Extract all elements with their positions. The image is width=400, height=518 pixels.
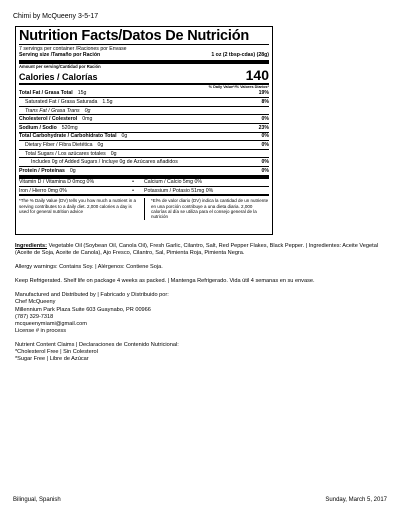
nutrient-row-protein: [19, 166, 269, 179]
nutrient-dv: 8%: [261, 98, 269, 105]
nutrient-row-cholesterol: [19, 114, 269, 123]
nutrient-name: Trans Fat / Grasa Trans: [25, 107, 80, 114]
nutrient-row-dietary-fiber: [19, 140, 269, 149]
claims-line: *Cholesterol Free | Sin Colesterol: [15, 349, 98, 356]
footnote: [19, 194, 269, 219]
nutrient-amount: 0g: [97, 141, 104, 148]
iron: Iron / Hierro 0mg 0%: [19, 187, 67, 194]
potassium: Potassium / Potasio 51mg 0%: [144, 187, 214, 194]
nutrient-row-total-fat: [19, 90, 269, 98]
nutrient-row-trans-fat: [19, 106, 269, 115]
calories-value: 140: [245, 66, 269, 83]
footnote-spanish: *El% de valor diario (DV) indica la cantidad de un nutriente en una porción contribuye a una dieta diaria. 2,000 calorías al día se utiliza para el consejo general de la nutrición: [144, 198, 269, 219]
manufacturer-line: (787) 329-7318: [15, 313, 54, 320]
nutrition-facts-label: [15, 26, 273, 235]
manufacturer-line: Millennium Park Plaza Suite 603 Guaynabo, PR 00966: [15, 306, 151, 313]
nutrient-name: Total Sugars / Los azúcares totales: [25, 150, 106, 157]
nutrient-amount: 15g: [77, 90, 87, 97]
nutrient-amount: 0g: [121, 133, 128, 140]
nutrient-row-total-carbohydrate: [19, 132, 269, 141]
ingredients-text: Vegetable Oil (Soybean Oil, Canola Oil), Fresh Garlic, Cilantro, Salt, Red Pepper Flakes, Black Pepper. | Ingredientes: Aceite Vegetal (Aceite de Soja, Aceite de Canola), Ajo Fresco, Cilantro, Sal, Pimienta Roja, Pimienta Negra.: [15, 243, 379, 257]
ingredients-label: Ingredients:: [15, 243, 48, 249]
allergy-warning: Allergy warnings: Contains Soy. | Alérgenos: Contiene Soja.: [15, 264, 163, 271]
manufacturer-line: License # in process: [15, 327, 66, 334]
bullet: •: [132, 179, 134, 186]
ingredients: [15, 243, 385, 257]
nutrient-name: Dietary Fiber / Fibra Dietética: [25, 141, 93, 148]
footnote-english: *The % Daily Value (DV) tells you how much a nutrient in a serving contributes to a daily diet. 2,000 calories a day is used for general nutrition advice: [19, 198, 136, 214]
nutrient-row-sodium: [19, 123, 269, 132]
footer-language: Bilingual, Spanish: [13, 497, 61, 503]
bullet: •: [132, 187, 134, 194]
nutrient-dv: 0%: [261, 167, 269, 174]
manufacturer-line: Chef McQueeny: [15, 299, 56, 306]
nutrient-dv: 0%: [261, 133, 269, 140]
serving-size-row: [19, 52, 269, 59]
serving-size-value: 1 oz (2 tbsp-cdas) (28g): [211, 52, 269, 58]
nutrient-row-added-sugars: [19, 157, 269, 166]
nutrient-row-saturated-fat: [19, 97, 269, 106]
nutrient-amount: 0g: [69, 167, 76, 174]
nutrient-dv: 19%: [258, 90, 269, 97]
calcium: Calcium / Calcio 5mg 0%: [144, 179, 202, 186]
vitamin-row: [19, 179, 269, 186]
nutrition-facts-title: Nutrition Facts/Datos De Nutrición: [19, 28, 250, 44]
calories-label: Calories / Calorías: [19, 71, 98, 82]
claims-line: *Sugar Free | Libre de Azúcar: [15, 356, 89, 363]
calories-row: [19, 68, 269, 82]
nutrient-claims: [15, 342, 385, 363]
amount-per-serving: Amount per serving/Cantidad por Ración: [19, 64, 101, 69]
nutrient-name: Protein / Proteínas: [19, 167, 65, 174]
vitamin-d: Vitamin D / Vitamina D 0mcg 0%: [19, 179, 95, 186]
product-info: [15, 243, 385, 363]
nutrient-name: Cholesterol / Colesterol: [19, 116, 78, 123]
nutrient-name: Total Carbohydrate / Carbohidrato Total: [19, 133, 117, 140]
manufacturer-block: [15, 292, 385, 335]
nutrient-name: Sodium / Sodio: [19, 124, 57, 131]
nutrient-dv: 0%: [261, 159, 269, 166]
nutrient-name: Saturated Fat / Grasa Saturada: [25, 98, 98, 105]
serving-size-label: Serving size /Tamaño por Ración: [19, 52, 101, 58]
nutrient-amount: 1.5g: [102, 98, 113, 105]
manufacturer-line: mcqueenymiami@gmail.com: [15, 320, 87, 327]
daily-value-header: % Daily Value*/% Valores Diarios*: [208, 84, 269, 89]
servings-text: 7 servings per container /Raciones por Envase: [19, 46, 127, 52]
storage-instructions: Keep Refrigerated. Shelf life on package 4 weeks as packed. | Mantenga Refrigerado. Vida útil 4 semanas en su envase.: [15, 278, 315, 285]
nutrient-name: Includes 0g of Added Sugars / Incluye 0g de Azúcares añadidos: [31, 159, 178, 166]
page-title: Chimi by McQueeny 3-5-17: [13, 13, 99, 20]
vitamin-row: [19, 186, 269, 194]
nutrient-amount: 0g: [84, 107, 91, 114]
manufacturer-line: Manufactured and Distributed by | Fabricado y Distribuido por:: [15, 292, 169, 299]
divider: [19, 44, 269, 45]
nutrient-amount: 0g: [110, 150, 117, 157]
nutrient-amount: 520mg: [61, 124, 78, 131]
claims-line: Nutrient Content Claims | Declaraciones de Contenido Nutricional:: [15, 341, 179, 348]
nutrient-amount: 0mg: [82, 116, 93, 123]
nutrient-row-total-sugars: [19, 149, 269, 158]
footer-date: Sunday, March 5, 2017: [325, 497, 387, 503]
nutrient-name: Total Fat / Grasa Total: [19, 90, 73, 97]
nutrient-dv: 0%: [261, 141, 269, 148]
nutrient-dv: 23%: [258, 124, 269, 131]
nutrient-dv: 0%: [261, 116, 269, 123]
